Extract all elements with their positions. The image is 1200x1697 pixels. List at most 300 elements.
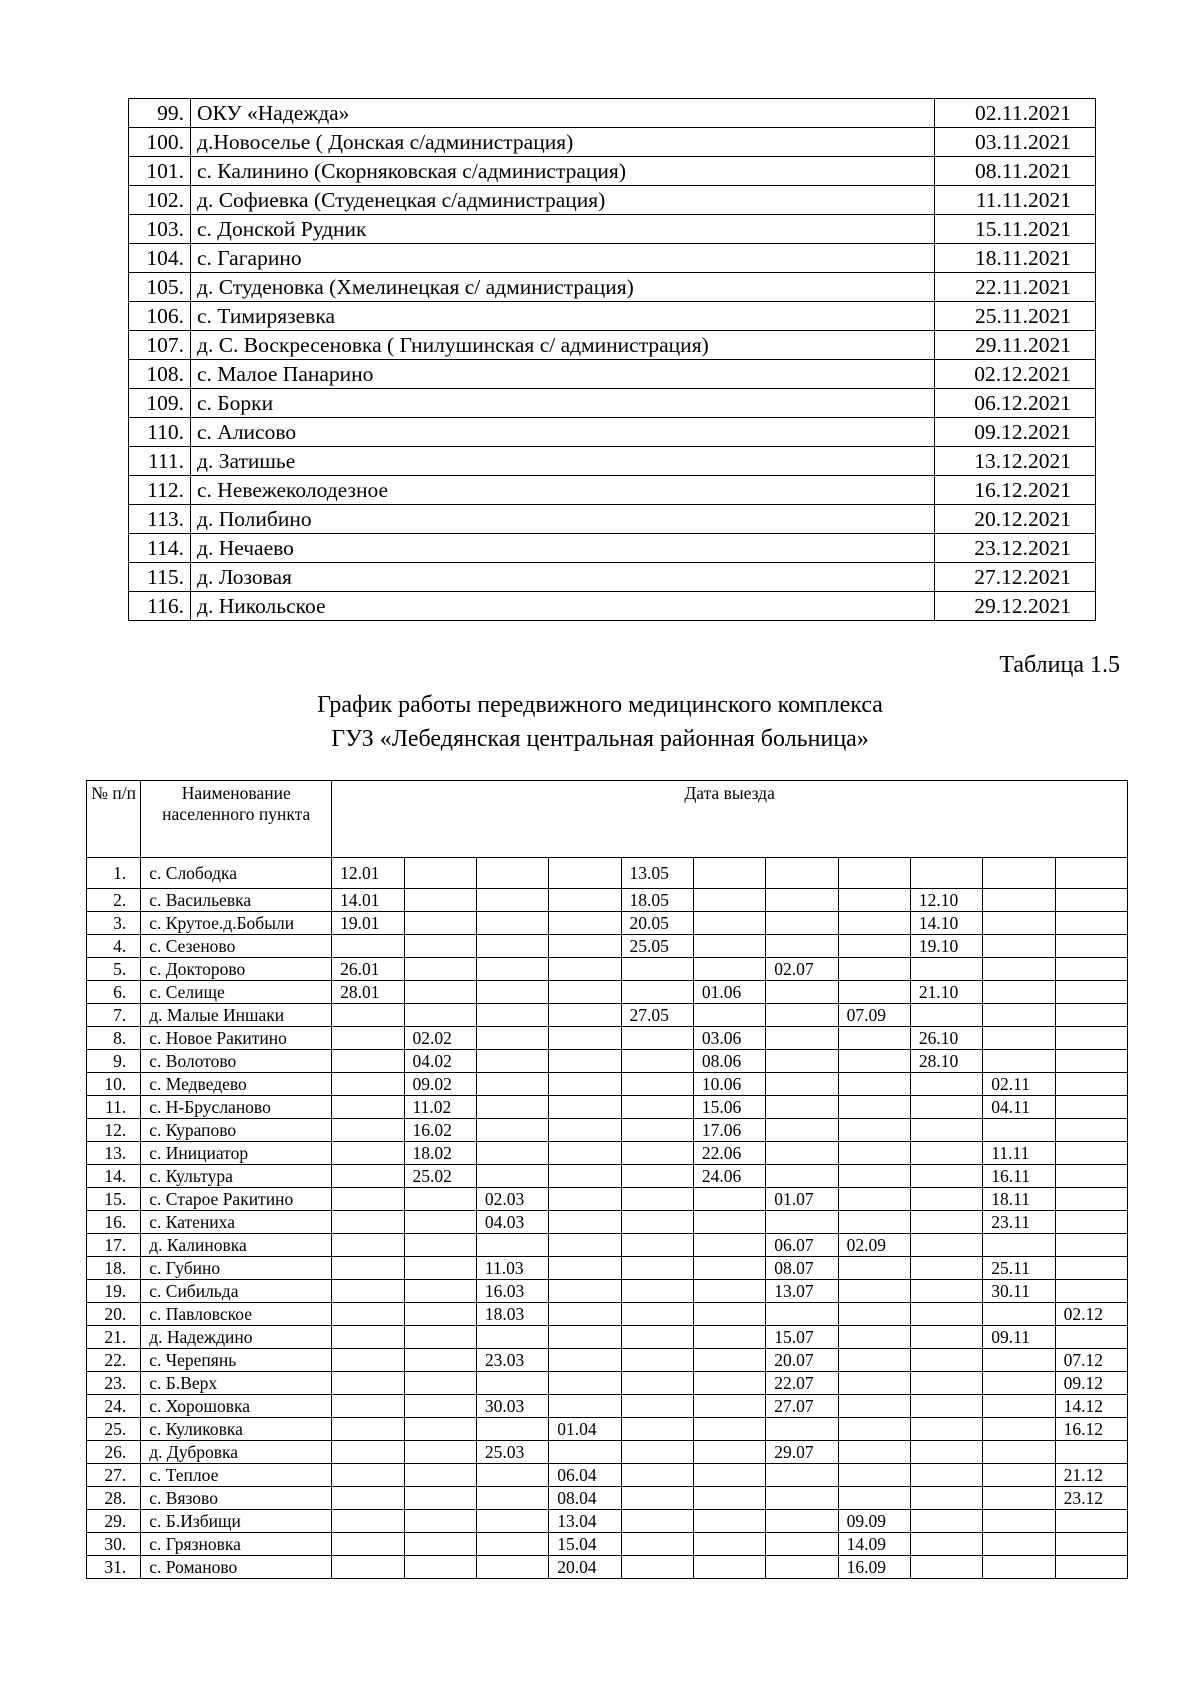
visit-date-cell xyxy=(476,912,548,935)
table-row xyxy=(87,858,1128,889)
visit-date-cell: 24.06 xyxy=(693,1165,765,1188)
row-number: 116. xyxy=(129,592,191,621)
row-date: 13.12.2021 xyxy=(935,447,1096,476)
row-date: 03.11.2021 xyxy=(935,128,1096,157)
row-settlement: д. Надеждино xyxy=(141,1326,332,1349)
visit-date-cell: 11.03 xyxy=(476,1257,548,1280)
visit-date-cell xyxy=(332,1510,404,1533)
row-number: 107. xyxy=(129,331,191,360)
row-settlement: с. Васильевка xyxy=(141,889,332,912)
visit-date-cell: 14.01 xyxy=(332,889,404,912)
visit-date-cell xyxy=(1055,1050,1127,1073)
visit-date-cell: 19.01 xyxy=(332,912,404,935)
row-number: 4. xyxy=(87,935,141,958)
visit-date-cell xyxy=(549,1280,621,1303)
row-number: 25. xyxy=(87,1418,141,1441)
visit-date-cell: 16.03 xyxy=(476,1280,548,1303)
row-number: 1. xyxy=(87,858,141,889)
visit-date-cell xyxy=(621,1533,693,1556)
row-settlement: с. Слободка xyxy=(141,858,332,889)
row-settlement: с. Губино xyxy=(141,1257,332,1280)
visit-date-cell xyxy=(693,1395,765,1418)
visit-date-cell xyxy=(1055,1234,1127,1257)
visit-date-cell xyxy=(549,1188,621,1211)
visit-date-cell xyxy=(983,981,1055,1004)
visit-date-cell: 26.01 xyxy=(332,958,404,981)
visit-date-cell xyxy=(404,858,476,889)
visit-date-cell xyxy=(621,1441,693,1464)
row-settlement: д. Калиновка xyxy=(141,1234,332,1257)
visit-date-cell xyxy=(621,1326,693,1349)
visit-date-cell: 11.11 xyxy=(983,1142,1055,1165)
visit-date-cell xyxy=(983,1395,1055,1418)
visit-date-cell xyxy=(693,1188,765,1211)
visit-date-cell xyxy=(983,858,1055,889)
visit-date-cell xyxy=(332,1257,404,1280)
visit-date-cell xyxy=(332,1280,404,1303)
visit-date-cell xyxy=(766,912,838,935)
visit-date-cell: 13.05 xyxy=(621,858,693,889)
table-header-row xyxy=(87,781,1128,858)
visit-date-cell xyxy=(332,1119,404,1142)
visit-date-cell: 21.12 xyxy=(1055,1464,1127,1487)
visit-date-cell: 23.03 xyxy=(476,1349,548,1372)
table-row xyxy=(87,935,1128,958)
row-settlement: с. Катениха xyxy=(141,1211,332,1234)
visit-date-cell xyxy=(693,1418,765,1441)
row-number: 26. xyxy=(87,1441,141,1464)
visit-date-cell: 07.09 xyxy=(838,1004,910,1027)
visit-date-cell xyxy=(549,858,621,889)
row-number: 19. xyxy=(87,1280,141,1303)
visit-date-cell xyxy=(766,1027,838,1050)
visit-date-cell xyxy=(332,1464,404,1487)
row-settlement: с. Культура xyxy=(141,1165,332,1188)
table-row xyxy=(87,1510,1128,1533)
visit-date-cell xyxy=(766,1119,838,1142)
row-number: 30. xyxy=(87,1533,141,1556)
table-row xyxy=(87,1441,1128,1464)
row-settlement: с. Куликовка xyxy=(141,1418,332,1441)
visit-date-cell xyxy=(693,1510,765,1533)
row-date: 25.11.2021 xyxy=(935,302,1096,331)
row-number: 109. xyxy=(129,389,191,418)
visit-date-cell: 02.11 xyxy=(983,1073,1055,1096)
visit-date-cell xyxy=(332,1533,404,1556)
visit-date-cell xyxy=(693,1303,765,1326)
visit-date-cell xyxy=(983,1027,1055,1050)
visit-date-cell xyxy=(910,858,982,889)
visit-date-cell xyxy=(476,1027,548,1050)
visit-date-cell xyxy=(1055,981,1127,1004)
visit-date-cell xyxy=(549,1372,621,1395)
row-place: д. Нечаево xyxy=(191,534,935,563)
visit-date-cell xyxy=(910,1326,982,1349)
row-date: 11.11.2021 xyxy=(935,186,1096,215)
row-number: 5. xyxy=(87,958,141,981)
visit-date-cell xyxy=(621,1349,693,1372)
table-caption: Таблица 1.5 xyxy=(999,652,1120,678)
visit-date-cell xyxy=(693,1326,765,1349)
visit-date-cell xyxy=(983,912,1055,935)
visit-date-cell xyxy=(1055,1073,1127,1096)
visit-date-cell xyxy=(1055,1441,1127,1464)
visit-date-cell xyxy=(983,1441,1055,1464)
visit-date-cell xyxy=(766,1050,838,1073)
visit-date-cell xyxy=(404,1257,476,1280)
visit-date-cell: 18.02 xyxy=(404,1142,476,1165)
table-row xyxy=(129,215,1096,244)
visit-date-cell xyxy=(332,1188,404,1211)
visit-date-cell xyxy=(621,1464,693,1487)
visit-date-cell xyxy=(549,1234,621,1257)
visit-date-cell xyxy=(476,958,548,981)
table-row xyxy=(129,389,1096,418)
row-date: 20.12.2021 xyxy=(935,505,1096,534)
visit-date-cell xyxy=(693,1004,765,1027)
visit-date-cell: 18.05 xyxy=(621,889,693,912)
visit-date-cell xyxy=(476,1234,548,1257)
visit-date-cell xyxy=(549,1027,621,1050)
table-row xyxy=(129,128,1096,157)
row-date: 02.12.2021 xyxy=(935,360,1096,389)
table-row xyxy=(87,1280,1128,1303)
visit-date-cell xyxy=(766,1303,838,1326)
visit-date-cell xyxy=(549,935,621,958)
visit-date-cell xyxy=(332,1096,404,1119)
visit-date-cell xyxy=(404,1556,476,1579)
row-place: с. Донской Рудник xyxy=(191,215,935,244)
table-row xyxy=(87,1372,1128,1395)
visit-date-cell xyxy=(910,1211,982,1234)
visit-date-cell xyxy=(983,1303,1055,1326)
visit-date-cell xyxy=(766,889,838,912)
visit-date-cell xyxy=(910,1441,982,1464)
row-place: д. С. Воскресеновка ( Гнилушинская с/ администрация) xyxy=(191,331,935,360)
table-row xyxy=(87,1142,1128,1165)
row-number: 10. xyxy=(87,1073,141,1096)
row-settlement: с. Волотово xyxy=(141,1050,332,1073)
visit-date-cell xyxy=(983,1372,1055,1395)
visit-date-cell xyxy=(910,1349,982,1372)
visit-date-cell xyxy=(838,1073,910,1096)
visit-date-cell: 01.06 xyxy=(693,981,765,1004)
visit-date-cell xyxy=(838,1280,910,1303)
visit-date-cell xyxy=(621,1096,693,1119)
visit-date-cell xyxy=(332,1211,404,1234)
table-row xyxy=(87,1556,1128,1579)
visit-date-cell xyxy=(1055,1556,1127,1579)
visit-date-cell xyxy=(476,1119,548,1142)
visit-date-cell xyxy=(476,1165,548,1188)
row-number: 101. xyxy=(129,157,191,186)
row-place: д. Студеновка (Хмелинецкая с/ администрация) xyxy=(191,273,935,302)
visit-date-cell xyxy=(838,1027,910,1050)
visit-date-cell xyxy=(549,958,621,981)
row-number: 9. xyxy=(87,1050,141,1073)
table-row xyxy=(129,534,1096,563)
row-date: 09.12.2021 xyxy=(935,418,1096,447)
row-place: с. Невежеколодезное xyxy=(191,476,935,505)
visit-date-cell: 18.03 xyxy=(476,1303,548,1326)
visit-date-cell xyxy=(332,1349,404,1372)
row-place: д. Никольское xyxy=(191,592,935,621)
visit-date-cell xyxy=(1055,1027,1127,1050)
visit-date-cell xyxy=(621,1234,693,1257)
visit-date-cell xyxy=(910,1372,982,1395)
row-settlement: с. Вязово xyxy=(141,1487,332,1510)
visit-date-cell xyxy=(404,889,476,912)
table-row xyxy=(87,1050,1128,1073)
visit-date-cell xyxy=(766,1510,838,1533)
visit-date-cell: 17.06 xyxy=(693,1119,765,1142)
row-number: 29. xyxy=(87,1510,141,1533)
visit-date-cell xyxy=(693,1441,765,1464)
visit-date-cell: 01.04 xyxy=(549,1418,621,1441)
row-place: с. Калинино (Скорняковская с/администрация) xyxy=(191,157,935,186)
row-settlement: с. Курапово xyxy=(141,1119,332,1142)
visit-date-cell xyxy=(332,1303,404,1326)
visit-date-cell xyxy=(838,1257,910,1280)
visit-date-cell: 12.01 xyxy=(332,858,404,889)
visit-date-cell xyxy=(910,1533,982,1556)
visit-date-cell xyxy=(332,1326,404,1349)
visit-date-cell xyxy=(838,1142,910,1165)
row-number: 3. xyxy=(87,912,141,935)
visit-date-cell xyxy=(766,1142,838,1165)
visit-date-cell xyxy=(476,1050,548,1073)
visit-date-cell: 14.09 xyxy=(838,1533,910,1556)
visit-date-cell xyxy=(910,1004,982,1027)
row-number: 22. xyxy=(87,1349,141,1372)
visit-date-cell xyxy=(838,958,910,981)
visit-date-cell: 27.05 xyxy=(621,1004,693,1027)
visit-date-cell xyxy=(621,1487,693,1510)
visit-date-cell xyxy=(621,981,693,1004)
visit-date-cell xyxy=(621,1165,693,1188)
row-number: 13. xyxy=(87,1142,141,1165)
visit-date-cell: 30.11 xyxy=(983,1280,1055,1303)
visit-date-cell: 19.10 xyxy=(910,935,982,958)
visit-date-cell xyxy=(1055,858,1127,889)
visit-date-cell: 22.06 xyxy=(693,1142,765,1165)
row-number: 99. xyxy=(129,99,191,128)
visit-date-cell xyxy=(549,1119,621,1142)
visit-date-cell xyxy=(621,958,693,981)
visit-date-cell xyxy=(766,935,838,958)
visit-date-cell: 25.02 xyxy=(404,1165,476,1188)
row-settlement: с. Романово xyxy=(141,1556,332,1579)
visit-date-cell: 02.12 xyxy=(1055,1303,1127,1326)
visit-date-cell xyxy=(693,1372,765,1395)
visit-date-cell xyxy=(983,889,1055,912)
visit-date-cell xyxy=(549,1395,621,1418)
visit-date-cell xyxy=(910,1096,982,1119)
header-name: Наименование населенного пункта xyxy=(141,781,332,858)
visit-date-cell: 09.12 xyxy=(1055,1372,1127,1395)
visit-date-cell xyxy=(332,1556,404,1579)
visit-date-cell: 14.12 xyxy=(1055,1395,1127,1418)
header-dates: Дата выезда xyxy=(332,781,1128,858)
visit-date-cell xyxy=(838,1395,910,1418)
visit-date-cell xyxy=(476,1142,548,1165)
row-date: 29.11.2021 xyxy=(935,331,1096,360)
visit-date-cell xyxy=(910,1280,982,1303)
table-row xyxy=(129,186,1096,215)
row-place: д. Полибино xyxy=(191,505,935,534)
table-row xyxy=(87,1533,1128,1556)
visit-date-cell xyxy=(476,1372,548,1395)
row-number: 108. xyxy=(129,360,191,389)
visit-date-cell xyxy=(910,1303,982,1326)
table-row xyxy=(87,1303,1128,1326)
table-row xyxy=(87,1234,1128,1257)
visit-date-cell: 08.07 xyxy=(766,1257,838,1280)
row-date: 16.12.2021 xyxy=(935,476,1096,505)
table-row xyxy=(87,1418,1128,1441)
table-row xyxy=(87,1326,1128,1349)
visit-date-cell xyxy=(332,1073,404,1096)
visit-date-cell xyxy=(332,1418,404,1441)
visit-date-cell: 02.03 xyxy=(476,1188,548,1211)
row-date: 29.12.2021 xyxy=(935,592,1096,621)
visit-date-cell xyxy=(404,912,476,935)
visit-date-cell xyxy=(693,858,765,889)
visit-date-cell: 21.10 xyxy=(910,981,982,1004)
visit-date-cell xyxy=(404,1188,476,1211)
visit-date-cell xyxy=(838,1418,910,1441)
row-number: 6. xyxy=(87,981,141,1004)
visit-date-cell xyxy=(838,912,910,935)
visit-date-cell: 20.04 xyxy=(549,1556,621,1579)
visit-date-cell: 25.11 xyxy=(983,1257,1055,1280)
visit-date-cell xyxy=(983,1533,1055,1556)
row-settlement: с. Докторово xyxy=(141,958,332,981)
visit-date-cell xyxy=(404,1533,476,1556)
row-number: 114. xyxy=(129,534,191,563)
schedule-table-continued xyxy=(128,98,1096,621)
visit-date-cell xyxy=(983,1510,1055,1533)
row-place: с. Тимирязевка xyxy=(191,302,935,331)
row-number: 20. xyxy=(87,1303,141,1326)
table-row xyxy=(87,889,1128,912)
row-settlement: с. Инициатор xyxy=(141,1142,332,1165)
visit-date-cell xyxy=(1055,1004,1127,1027)
visit-date-cell xyxy=(838,1326,910,1349)
visit-date-cell xyxy=(332,1142,404,1165)
visit-date-cell xyxy=(549,1303,621,1326)
table-row xyxy=(129,273,1096,302)
visit-date-cell xyxy=(838,1188,910,1211)
visit-date-cell: 03.06 xyxy=(693,1027,765,1050)
row-number: 16. xyxy=(87,1211,141,1234)
visit-date-cell xyxy=(910,1556,982,1579)
visit-date-cell xyxy=(549,1004,621,1027)
row-settlement: с. Крутое.д.Бобыли xyxy=(141,912,332,935)
table-row xyxy=(129,157,1096,186)
row-date: 27.12.2021 xyxy=(935,563,1096,592)
visit-date-cell xyxy=(404,1395,476,1418)
visit-date-cell xyxy=(838,1050,910,1073)
visit-date-cell xyxy=(1055,935,1127,958)
visit-date-cell: 04.11 xyxy=(983,1096,1055,1119)
table-row xyxy=(87,1395,1128,1418)
visit-date-cell xyxy=(476,1510,548,1533)
table-row xyxy=(129,360,1096,389)
visit-date-cell xyxy=(1055,958,1127,981)
row-settlement: с. Грязновка xyxy=(141,1533,332,1556)
visit-date-cell xyxy=(983,1487,1055,1510)
visit-date-cell xyxy=(910,1510,982,1533)
visit-date-cell: 28.01 xyxy=(332,981,404,1004)
row-number: 100. xyxy=(129,128,191,157)
table-row xyxy=(87,1257,1128,1280)
visit-date-cell xyxy=(1055,912,1127,935)
visit-date-cell: 04.02 xyxy=(404,1050,476,1073)
visit-date-cell xyxy=(621,1510,693,1533)
visit-date-cell xyxy=(983,1464,1055,1487)
table-row xyxy=(87,1119,1128,1142)
visit-date-cell xyxy=(621,1303,693,1326)
visit-date-cell: 16.11 xyxy=(983,1165,1055,1188)
visit-date-cell xyxy=(549,981,621,1004)
visit-date-cell xyxy=(621,1556,693,1579)
visit-date-cell: 09.02 xyxy=(404,1073,476,1096)
row-number: 17. xyxy=(87,1234,141,1257)
row-date: 23.12.2021 xyxy=(935,534,1096,563)
visit-date-cell xyxy=(332,935,404,958)
visit-date-cell xyxy=(910,1073,982,1096)
visit-date-cell xyxy=(549,1257,621,1280)
visit-date-cell: 25.05 xyxy=(621,935,693,958)
visit-date-cell xyxy=(983,958,1055,981)
row-number: 115. xyxy=(129,563,191,592)
row-place: с. Алисово xyxy=(191,418,935,447)
visit-date-cell xyxy=(983,1119,1055,1142)
table-row xyxy=(87,1188,1128,1211)
row-number: 7. xyxy=(87,1004,141,1027)
visit-date-cell xyxy=(693,958,765,981)
table-row xyxy=(129,592,1096,621)
table-row xyxy=(129,99,1096,128)
visit-date-cell xyxy=(838,1303,910,1326)
visit-date-cell: 09.09 xyxy=(838,1510,910,1533)
visit-date-cell xyxy=(404,1280,476,1303)
row-place: д.Новоселье ( Донская с/администрация) xyxy=(191,128,935,157)
row-settlement: с. Сезеново xyxy=(141,935,332,958)
row-settlement: с. Павловское xyxy=(141,1303,332,1326)
visit-date-cell xyxy=(1055,1119,1127,1142)
visit-date-cell: 16.09 xyxy=(838,1556,910,1579)
visit-date-cell: 06.07 xyxy=(766,1234,838,1257)
table-row xyxy=(129,418,1096,447)
visit-date-cell: 02.02 xyxy=(404,1027,476,1050)
visit-date-cell xyxy=(1055,1257,1127,1280)
visit-date-cell xyxy=(476,889,548,912)
title-line-2: ГУЗ «Лебедянская центральная районная больница» xyxy=(331,726,869,752)
row-settlement: с. Б.Избищи xyxy=(141,1510,332,1533)
visit-date-cell xyxy=(549,1211,621,1234)
visit-date-cell xyxy=(549,889,621,912)
visit-date-cell xyxy=(838,1464,910,1487)
visit-date-cell xyxy=(404,1234,476,1257)
visit-date-cell xyxy=(766,1556,838,1579)
table-row xyxy=(129,563,1096,592)
row-number: 15. xyxy=(87,1188,141,1211)
row-number: 113. xyxy=(129,505,191,534)
row-place: д. Софиевка (Студенецкая с/администрация) xyxy=(191,186,935,215)
visit-date-cell xyxy=(766,1211,838,1234)
